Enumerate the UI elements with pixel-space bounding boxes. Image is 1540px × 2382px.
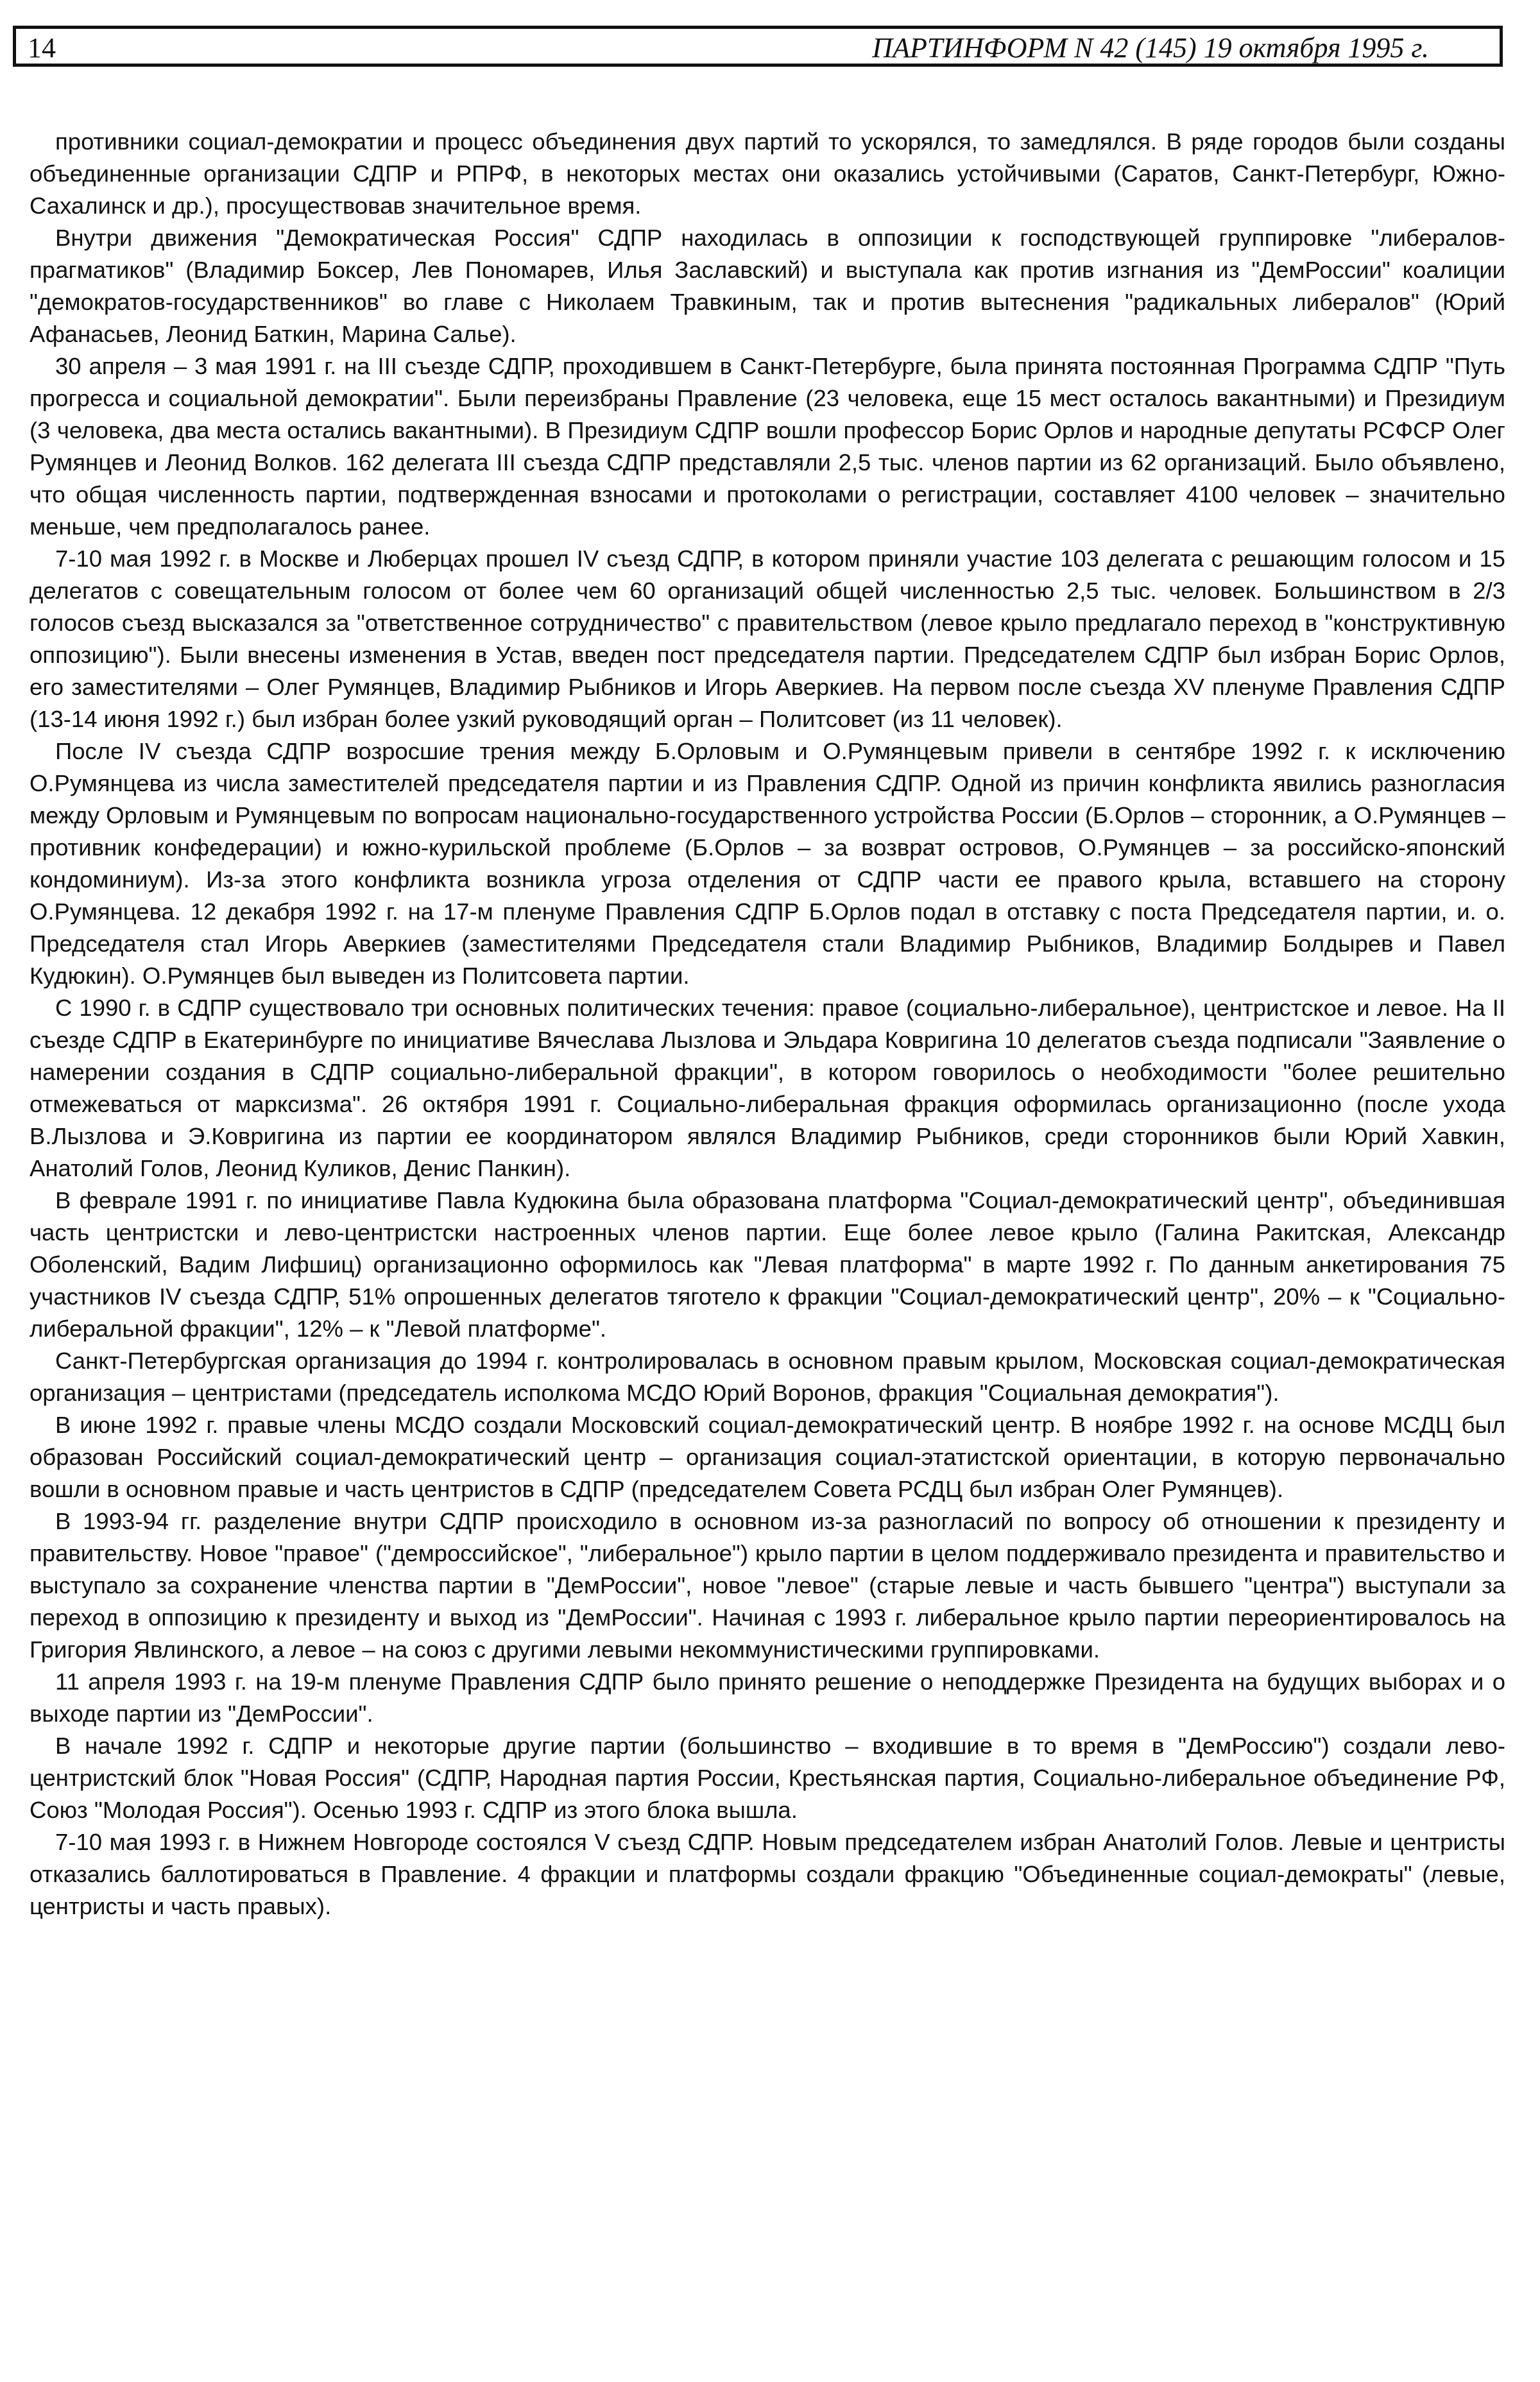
paragraph-11: 11 апреля 1993 г. на 19-м пленуме Правления СДПР было принято решение о неподдержке Президента на будущих выборах и о выходе партии из "ДемРоссии". <box>30 1668 1505 1727</box>
paragraph-12: В начале 1992 г. СДПР и некоторые другие партии (большинство – входившие в то время в "ДемРоссию") создали лево-центристский блок "Новая Россия" (СДПР, Народная партия России, Крестьянская партия, Социально-либеральное объединение РФ, Союз "Молодая Россия"). Осенью 1993 г. СДПР из этого блока вышла. <box>30 1733 1505 1823</box>
paragraph-4: 7-10 мая 1992 г. в Москве и Люберцах прошел IV съезд СДПР, в котором приняли участие 103 делегата с решающим голосом и 15 делегатов с совещательным голосом от более чем 60 организаций общей численностью 2,5 тыс. человек. Большинством в 2/3 голосов съезд высказался за "ответственное сотрудничество" с правительством (левое крыло предлагало переход в "конструктивную оппозицию"). Были внесены изменения в Устав, введен пост председателя партии. Председателем СДПР был избран Борис Орлов, его заместителями – Олег Румянцев, Владимир Рыбников и Игорь Аверкиев. На первом после съезда XV пленуме Правления СДПР (13-14 июня 1992 г.) был избран более узкий руководящий орган – Политсовет (из 11 человек). <box>30 545 1505 732</box>
paragraph-6: С 1990 г. в СДПР существовало три основных политических течения: правое (социально-либеральное), центристское и левое. На II съезде СДПР в Екатеринбурге по инициативе Вячеслава Лызлова и Эльдара Ковригина 10 делегатов съезда подписали "Заявление о намерении создания в СДПР социально-либеральной фракции", в котором говорилось о необходимости "более решительно отмежеваться от марксизма". 26 октября 1991 г. Социально-либеральная фракция оформилась организационно (после ухода В.Лызлова и Э.Ковригина из партии ее координатором являлся Владимир Рыбников, среди сторонников были Юрий Хавкин, Анатолий Голов, Леонид Куликов, Денис Панкин). <box>30 995 1505 1181</box>
issue-line: ПАРТИНФОРМ N 42 (145) 19 октября 1995 г. <box>872 32 1429 64</box>
paragraph-7: В феврале 1991 г. по инициативе Павла Кудюкина была образована платформа "Социал-демократический центр", объединившая часть центристски и лево-центристски настроенных членов партии. Еще более левое крыло (Галина Ракитская, Александр Оболенский, Вадим Лифшиц) организационно оформилось как "Левая платформа" в марте 1992 г. По данным анкетирования 75 участников IV съезда СДПР, 51% опрошенных делегатов тяготело к фракции "Социал-демократический центр", 20% – к "Социально-либеральной фракции", 12% – к "Левой платформе". <box>30 1187 1505 1342</box>
paragraph-10: В 1993-94 гг. разделение внутри СДПР происходило в основном из-за разногласий по вопросу об отношении к президенту и правительству. Новое "правое" ("демроссийское", "либеральное") крыло партии в целом поддерживало президента и правительство и выступало за сохранение членства партии в "ДемРоссии", новое "левое" (старые левые и часть бывшего "центра") выступали за переход в оппозицию к президенту и выход из "ДемРоссии". Начиная с 1993 г. либеральное крыло партии переориентировалось на Григория Явлинского, а левое – на союз с другими левыми некоммунистическими группировками. <box>30 1508 1505 1663</box>
paragraph-13: 7-10 мая 1993 г. в Нижнем Новгороде состоялся V съезд СДПР. Новым председателем избран Анатолий Голов. Левые и центристы отказались баллотироваться в Правление. 4 фракции и платформы создали фракцию "Объединенные социал-демократы" (левые, центристы и часть правых). <box>30 1829 1505 1919</box>
paragraph-9: В июне 1992 г. правые члены МСДО создали Московский социал-демократический центр. В ноябре 1992 г. на основе МСДЦ был образован Российский социал-демократический центр – организация социал-этатистской ориентации, в которую первоначально вошли в основном правые и часть центристов в СДПР (председателем Совета РСДЦ был избран Олег Румянцев). <box>30 1412 1505 1502</box>
page-header <box>13 26 1503 67</box>
paragraph-3: 30 апреля – 3 мая 1991 г. на III съезде СДПР, проходившем в Санкт-Петербурге, была принята постоянная Программа СДПР "Путь прогресса и социальной демократии". Были переизбраны Правление (23 человека, еще 15 мест осталось вакантными) и Президиум (3 человека, два места остались вакантными). В Президиум СДПР вошли профессор Борис Орлов и народные депутаты РСФСР Олег Румянцев и Леонид Волков. 162 делегата III съезда СДПР представляли 2,5 тыс. членов партии из 62 организаций. Было объявлено, что общая численность партии, подтвержденная взносами и протоколами о регистрации, составляет 4100 человек – значительно меньше, чем предполагалось ранее. <box>30 353 1505 540</box>
paragraph-1: противники социал-демократии и процесс объединения двух партий то ускорялся, то замедлялся. В ряде городов были созданы объединенные организации СДПР и РПРФ, в некоторых местах они оказались устойчивыми (Саратов, Санкт-Петербург, Южно-Сахалинск и др.), просуществовав значительное время. <box>30 128 1505 219</box>
article-body <box>30 126 1505 1923</box>
page-number: 14 <box>28 32 56 64</box>
paragraph-2: Внутри движения "Демократическая Россия" СДПР находилась в оппозиции к господствующей группировке "либералов-прагматиков" (Владимир Боксер, Лев Пономарев, Илья Заславский) и выступала как против изгнания из "ДемРоссии" коалиции "демократов-государственников" во главе с Николаем Травкиным, так и против вытеснения "радикальных либералов" (Юрий Афанасьев, Леонид Баткин, Марина Салье). <box>30 225 1505 347</box>
paragraph-8: Санкт-Петербургская организация до 1994 г. контролировалась в основном правым крылом, Московская социал-демократическая организация – центристами (председатель исполкома МСДО Юрий Воронов, фракция "Социальная демократия"). <box>30 1348 1505 1406</box>
paragraph-5: После IV съезда СДПР возросшие трения между Б.Орловым и О.Румянцевым привели в сентябре 1992 г. к исключению О.Румянцева из числа заместителей председателя партии и из Правления СДПР. Одной из причин конфликта явились разногласия между Орловым и Румянцевым по вопросам национально-государственного устройства России (Б.Орлов – сторонник, а О.Румянцев – противник конфедерации) и южно-курильской проблеме (Б.Орлов – за возврат островов, О.Румянцев – за российско-японский кондоминиум). Из-за этого конфликта возникла угроза отделения от СДПР части ее правого крыла, вставшего на сторону О.Румянцева. 12 декабря 1992 г. на 17-м пленуме Правления СДПР Б.Орлов подал в отставку с поста Председателя партии, и. о. Председателя стал Игорь Аверкиев (заместителями Председателя стали Владимир Рыбников, Владимир Болдырев и Павел Кудюкин). О.Румянцев был выведен из Политсовета партии. <box>30 738 1505 989</box>
